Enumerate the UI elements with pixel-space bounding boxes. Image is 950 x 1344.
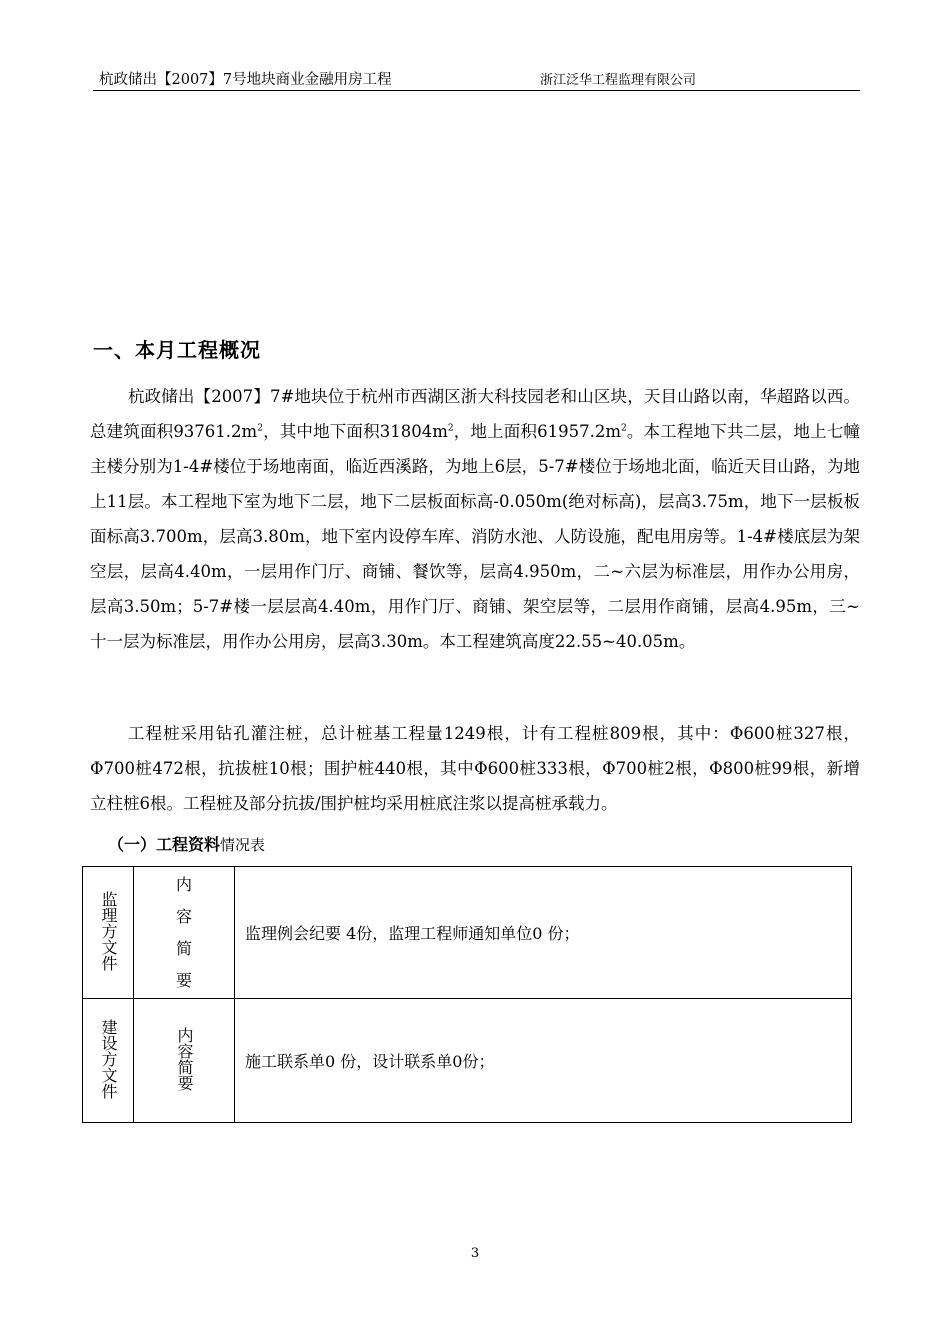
subsection-title-normal: 情况表	[220, 836, 266, 854]
header-company-name: 浙江泛华工程监理有限公司	[540, 73, 697, 88]
row-category-cell	[83, 867, 134, 999]
pile-paragraph: 工程桩采用钻孔灌注桩，总计桩基工程量1249根，计有工程桩809根，其中：Φ600桩327根，Φ700桩472根，抗拔桩10根；围护桩440根，其中Φ600桩333根，Φ700桩2根，Φ800桩99根，新增立柱桩6根。工程桩及部分抗拔/围护桩均采用桩底注浆以提高桩承载力。	[90, 724, 860, 813]
superscript-2: 2	[620, 423, 627, 434]
subsection-title	[108, 832, 265, 855]
table-row	[83, 867, 852, 999]
row-label: 内容简要	[175, 1026, 194, 1091]
row-category: 监理方文件	[99, 890, 118, 971]
row-content: 施工联系单0 份，设计联系单0份；	[245, 1052, 495, 1071]
page-number: 3	[470, 1246, 480, 1261]
row-content: 监理例会纪要 4份，监理工程师通知单位0 份；	[245, 924, 580, 943]
section-title: 一、本月工程概况	[93, 338, 261, 362]
subsection-title-bold: （一）工程资料	[108, 835, 221, 854]
superscript-2: 2	[447, 423, 454, 434]
header-project-title: 杭政储出【2007】7号地块商业金融用房工程	[99, 72, 392, 88]
table-row	[83, 999, 852, 1123]
document-info-table	[82, 866, 852, 1123]
row-label: 内容简要	[175, 874, 192, 990]
overview-paragraph	[90, 379, 860, 659]
overview-text-c: ，地上面积61957.2m	[453, 422, 621, 441]
row-category: 建设方文件	[99, 1018, 118, 1099]
overview-text-d: 。本工程地下共二层，地上七幢主楼分别为1-4#楼位于场地南面，临近西溪路，为地上6层，5-7#楼位于场地北面，临近天目山路，为地上11层。本工程地下室为地下二层，地下二层板面标高-0.050m(绝对标高)，层高3.75m，地下一层板板面标高3.700m，层高3.80m，地下室内设停车库、消防水池、人防设施，配电用房等。1-4#楼底层为架空层，层高4.40m，一层用作门厅、商铺、餐饮等，层高4.950m，二~六层为标准层，用作办公用房，层高3.50m；5-7#楼一层层高4.40m，用作门厅、商铺、架空层等，二层用作商铺，层高4.95m，三~十一层为标准层，用作办公用房，层高3.30m。本工程建筑高度22.55~40.05m。	[90, 422, 860, 651]
row-content-cell	[235, 999, 852, 1123]
row-label-cell	[134, 999, 235, 1123]
page-header	[93, 66, 860, 91]
row-category-cell	[83, 999, 134, 1123]
overview-text-a: 杭政储出【2007】7#地块位于杭州市西湖区浙大科技园老和山区块，天目山路以南，华超路以西。总建筑面积93761.2m	[90, 387, 860, 441]
overview-text-b: ，其中地下面积31804m	[262, 422, 448, 441]
superscript-2: 2	[257, 423, 263, 434]
row-label-cell	[134, 867, 235, 999]
row-content-cell	[235, 867, 852, 999]
